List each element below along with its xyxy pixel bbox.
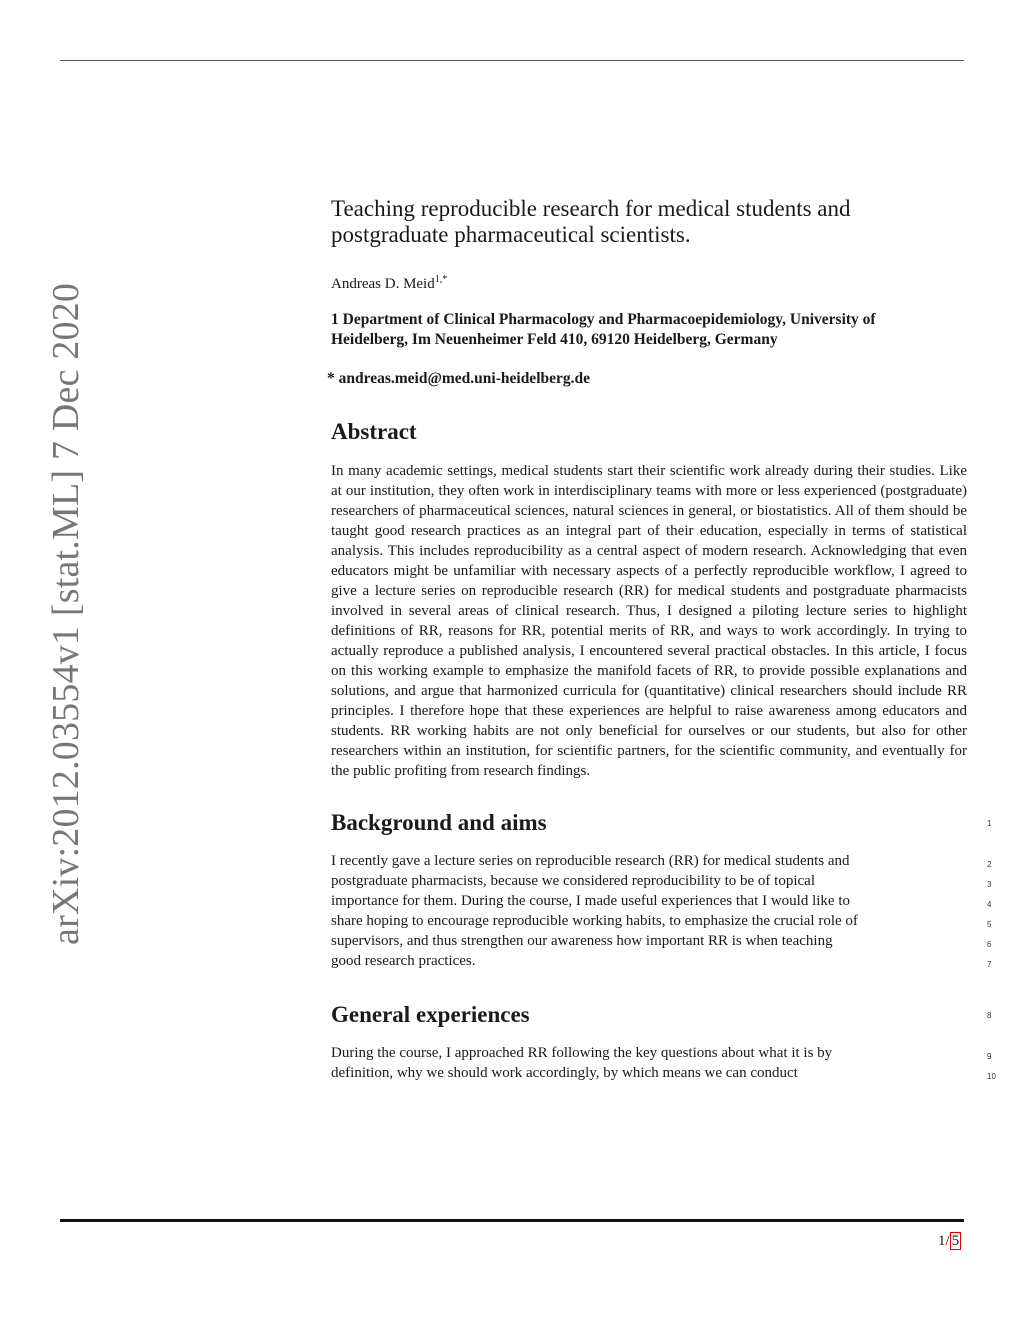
line-number: 2 (987, 860, 992, 869)
line-number: 8 (987, 1011, 992, 1020)
line-number: 4 (987, 900, 992, 909)
line-number: 10 (987, 1072, 996, 1081)
abstract-text: In many academic settings, medical students start their scientific work already during their studies. Like at our institution, they often work in interdisciplinary teams with more or less experienced (postgraduate) researchers of pharmaceutical sciences, natural sciences in general, or biostatistics. All of them should be taught good research practices as an integral part of their education, especially in terms of statistical analysis. This includes reproducibility as a central aspect of modern research. Acknowledging that even educators might be unfamiliar with necessary aspects of a perfectly reproducible workflow, I agreed to give a lecture series on reproducible research (RR) for medical students and postgraduate pharmacists involved in several areas of clinical research. Thus, I designed a piloting lecture series to highlight definitions of RR, reasons for RR, potential merits of RR, and ways to work accordingly. In trying to actually reproduce a published analysis, I encountered several practical obstacles. In this article, I focus on this working example to emphasize the manifold facets of RR, to provide possible explanations and solutions, and argue that harmonized curricula for (quantitative) clinical researchers should include RR principles. I therefore hope that these experiences are helpful to raise awareness among educators and students. RR working habits are not only beneficial for ourselves or our students, but also for other researchers within an institution, for scientific partners, for the scientific community, and eventually for the public profiting from research findings. (331, 463, 967, 779)
general-heading: General experiences (331, 1002, 530, 1027)
text-line (331, 1043, 992, 1063)
text-line (331, 911, 992, 931)
background-section-heading (331, 809, 992, 837)
contact-email[interactable]: * andreas.meid@med.uni-heidelberg.de (327, 370, 591, 387)
author-line (331, 274, 971, 293)
abstract-heading: Abstract (331, 419, 417, 444)
line-number: 9 (987, 1052, 992, 1061)
line-text: I recently gave a lecture series on reproducible research (RR) for medical students and (331, 853, 850, 869)
bottom-rule (60, 1219, 964, 1222)
line-text: postgraduate pharmacists, because we considered reproducibility to be of topical (331, 873, 815, 889)
general-section-heading (331, 1001, 992, 1029)
line-text: supervisors, and thus strengthen our awareness how important RR is when teaching (331, 933, 833, 949)
paper-title (331, 196, 971, 248)
author-superscript: 1,* (434, 274, 448, 285)
text-line (331, 951, 992, 971)
page-current: 1/ (938, 1233, 950, 1249)
text-line (331, 871, 992, 891)
top-rule (60, 60, 964, 61)
text-line (331, 931, 992, 951)
title-line-2: postgraduate pharmaceutical scientists. (331, 222, 691, 247)
line-number: 5 (987, 920, 992, 929)
page-indicator (938, 1233, 961, 1250)
line-text: share hoping to encourage reproducible working habits, to emphasize the crucial role of (331, 913, 858, 929)
arxiv-side-stamp: arXiv:2012.03554v1 [stat.ML] 7 Dec 2020 (45, 282, 87, 945)
background-heading: Background and aims (331, 810, 547, 835)
text-line (331, 891, 992, 911)
text-line (331, 851, 992, 871)
line-number: 6 (987, 940, 992, 949)
line-number: 1 (987, 819, 992, 828)
line-text: importance for them. During the course, I made useful experiences that I would like to (331, 893, 850, 909)
total-pages-link[interactable]: 5 (951, 1233, 960, 1249)
affiliation: 1 Department of Clinical Pharmacology and Pharmacoepidemiology, University of Heidelberg, Im Neuenheimer Feld 410, 69120 Heidelberg, Germany (331, 311, 876, 348)
line-text: good research practices. (331, 953, 476, 969)
background-paragraph (331, 851, 992, 971)
title-line-1: Teaching reproducible research for medical students and (331, 196, 851, 221)
paper-content (327, 196, 996, 1083)
text-line (331, 1063, 996, 1083)
line-number: 3 (987, 880, 992, 889)
general-paragraph (331, 1043, 996, 1083)
line-text: During the course, I approached RR following the key questions about what it is by (331, 1045, 833, 1061)
author-name: Andreas D. Meid (331, 276, 435, 292)
line-number: 7 (987, 960, 992, 969)
line-text: definition, why we should work accordingly, by which means we can conduct (331, 1065, 798, 1081)
